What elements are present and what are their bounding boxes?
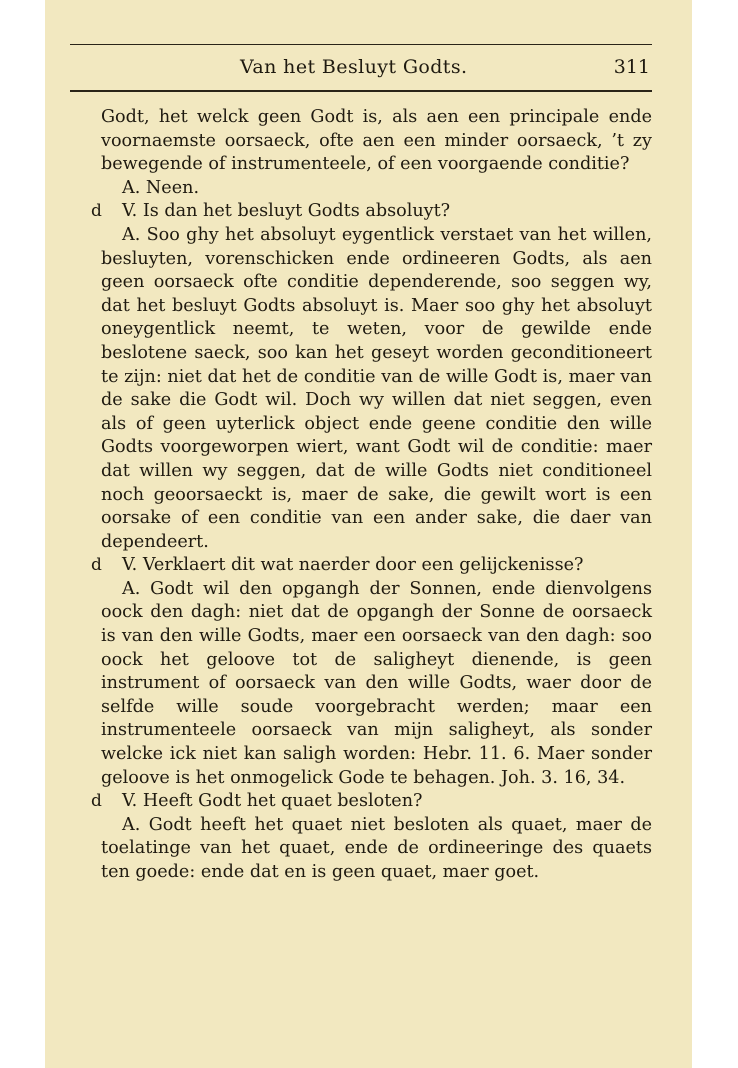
paragraph-text: A. Soo ghy het absoluyt eygentlick verstaet van het willen, besluyten, vorenschicken ende ordineeren Godts, als aen geen oorsaeck ofte conditie dependerende, soo seggen wy, dat het besluyt Godts absoluyt is. Maer soo ghy het absoluyt oneygentlick neemt, te weten, voor de gewilde ende beslotene saeck, soo kan het geseyt worden geconditioneert te zijn: niet dat het de conditie van de wille Godt is, maer van de sake die Godt wil. Doch wy willen dat niet seggen, even als of geen uyterlick object ende geene conditie den wille Godts voorgeworpen wiert, want Godt wil de conditie: maer dat willen wy seggen, dat de wille Godts niet conditioneel noch geoorsaeckt is, maer de sake, die gewilt wort is een oorsake of een conditie van een ander sake, die daer van dependeert. <box>101 224 652 552</box>
paragraph-text: V. Is dan het besluyt Godts absoluyt? <box>122 201 451 222</box>
paragraph-1 <box>101 106 652 177</box>
margin-marker: d <box>91 791 102 812</box>
paragraph-6 <box>101 578 652 790</box>
paragraph-3 <box>91 200 652 224</box>
paragraph-8 <box>101 814 652 885</box>
running-head: Van het Besluyt Godts. <box>240 56 468 78</box>
margin-marker: d <box>91 201 102 222</box>
paragraph-7 <box>91 790 652 814</box>
paragraph-text: A. Godt heeft het quaet niet besloten als quaet, maer de toelatinge van het quaet, ende de ordineeringe des quaets ten goede: ende dat en is geen quaet, maer goet. <box>101 814 652 882</box>
paragraph-text: A. Neen. <box>122 177 200 198</box>
paragraph-text: V. Heeft Godt het quaet besloten? <box>122 791 423 812</box>
paragraph-4 <box>101 224 652 554</box>
header-rule-bottom <box>70 90 652 92</box>
page-number: 311 <box>613 56 650 78</box>
paragraph-5 <box>91 554 652 578</box>
paragraph-2 <box>101 177 652 201</box>
paragraph-text: A. Godt wil den opgangh der Sonnen, ende dienvolgens oock den dagh: niet dat de opgangh der Sonne de oorsaeck is van den wille Godts, maer een oorsaeck van den dagh: soo oock het geloove tot de saligheyt dienende, is geen instrument of oorsaeck van den wille Godts, waer door de selfde wille soude voorgebracht werden; maar een instrumenteele oorsaeck van mijn saligheyt, als sonder welcke ick niet kan saligh worden: Hebr. 11. 6. Maer sonder geloove is het onmogelick Gode te behagen. Joh. 3. 16, 34. <box>101 578 652 788</box>
paragraph-text: Godt, het welck geen Godt is, als aen een principale ende voornaemste oorsaeck, ofte aen een minder oorsaeck, ’t zy bewegende of instrumenteele, of een voorgaende conditie? <box>101 107 652 175</box>
paragraph-text: V. Verklaert dit wat naerder door een gelijckenisse? <box>122 555 584 576</box>
header-rule-top <box>70 44 652 45</box>
margin-marker: d <box>91 555 102 576</box>
body-text <box>91 106 652 885</box>
